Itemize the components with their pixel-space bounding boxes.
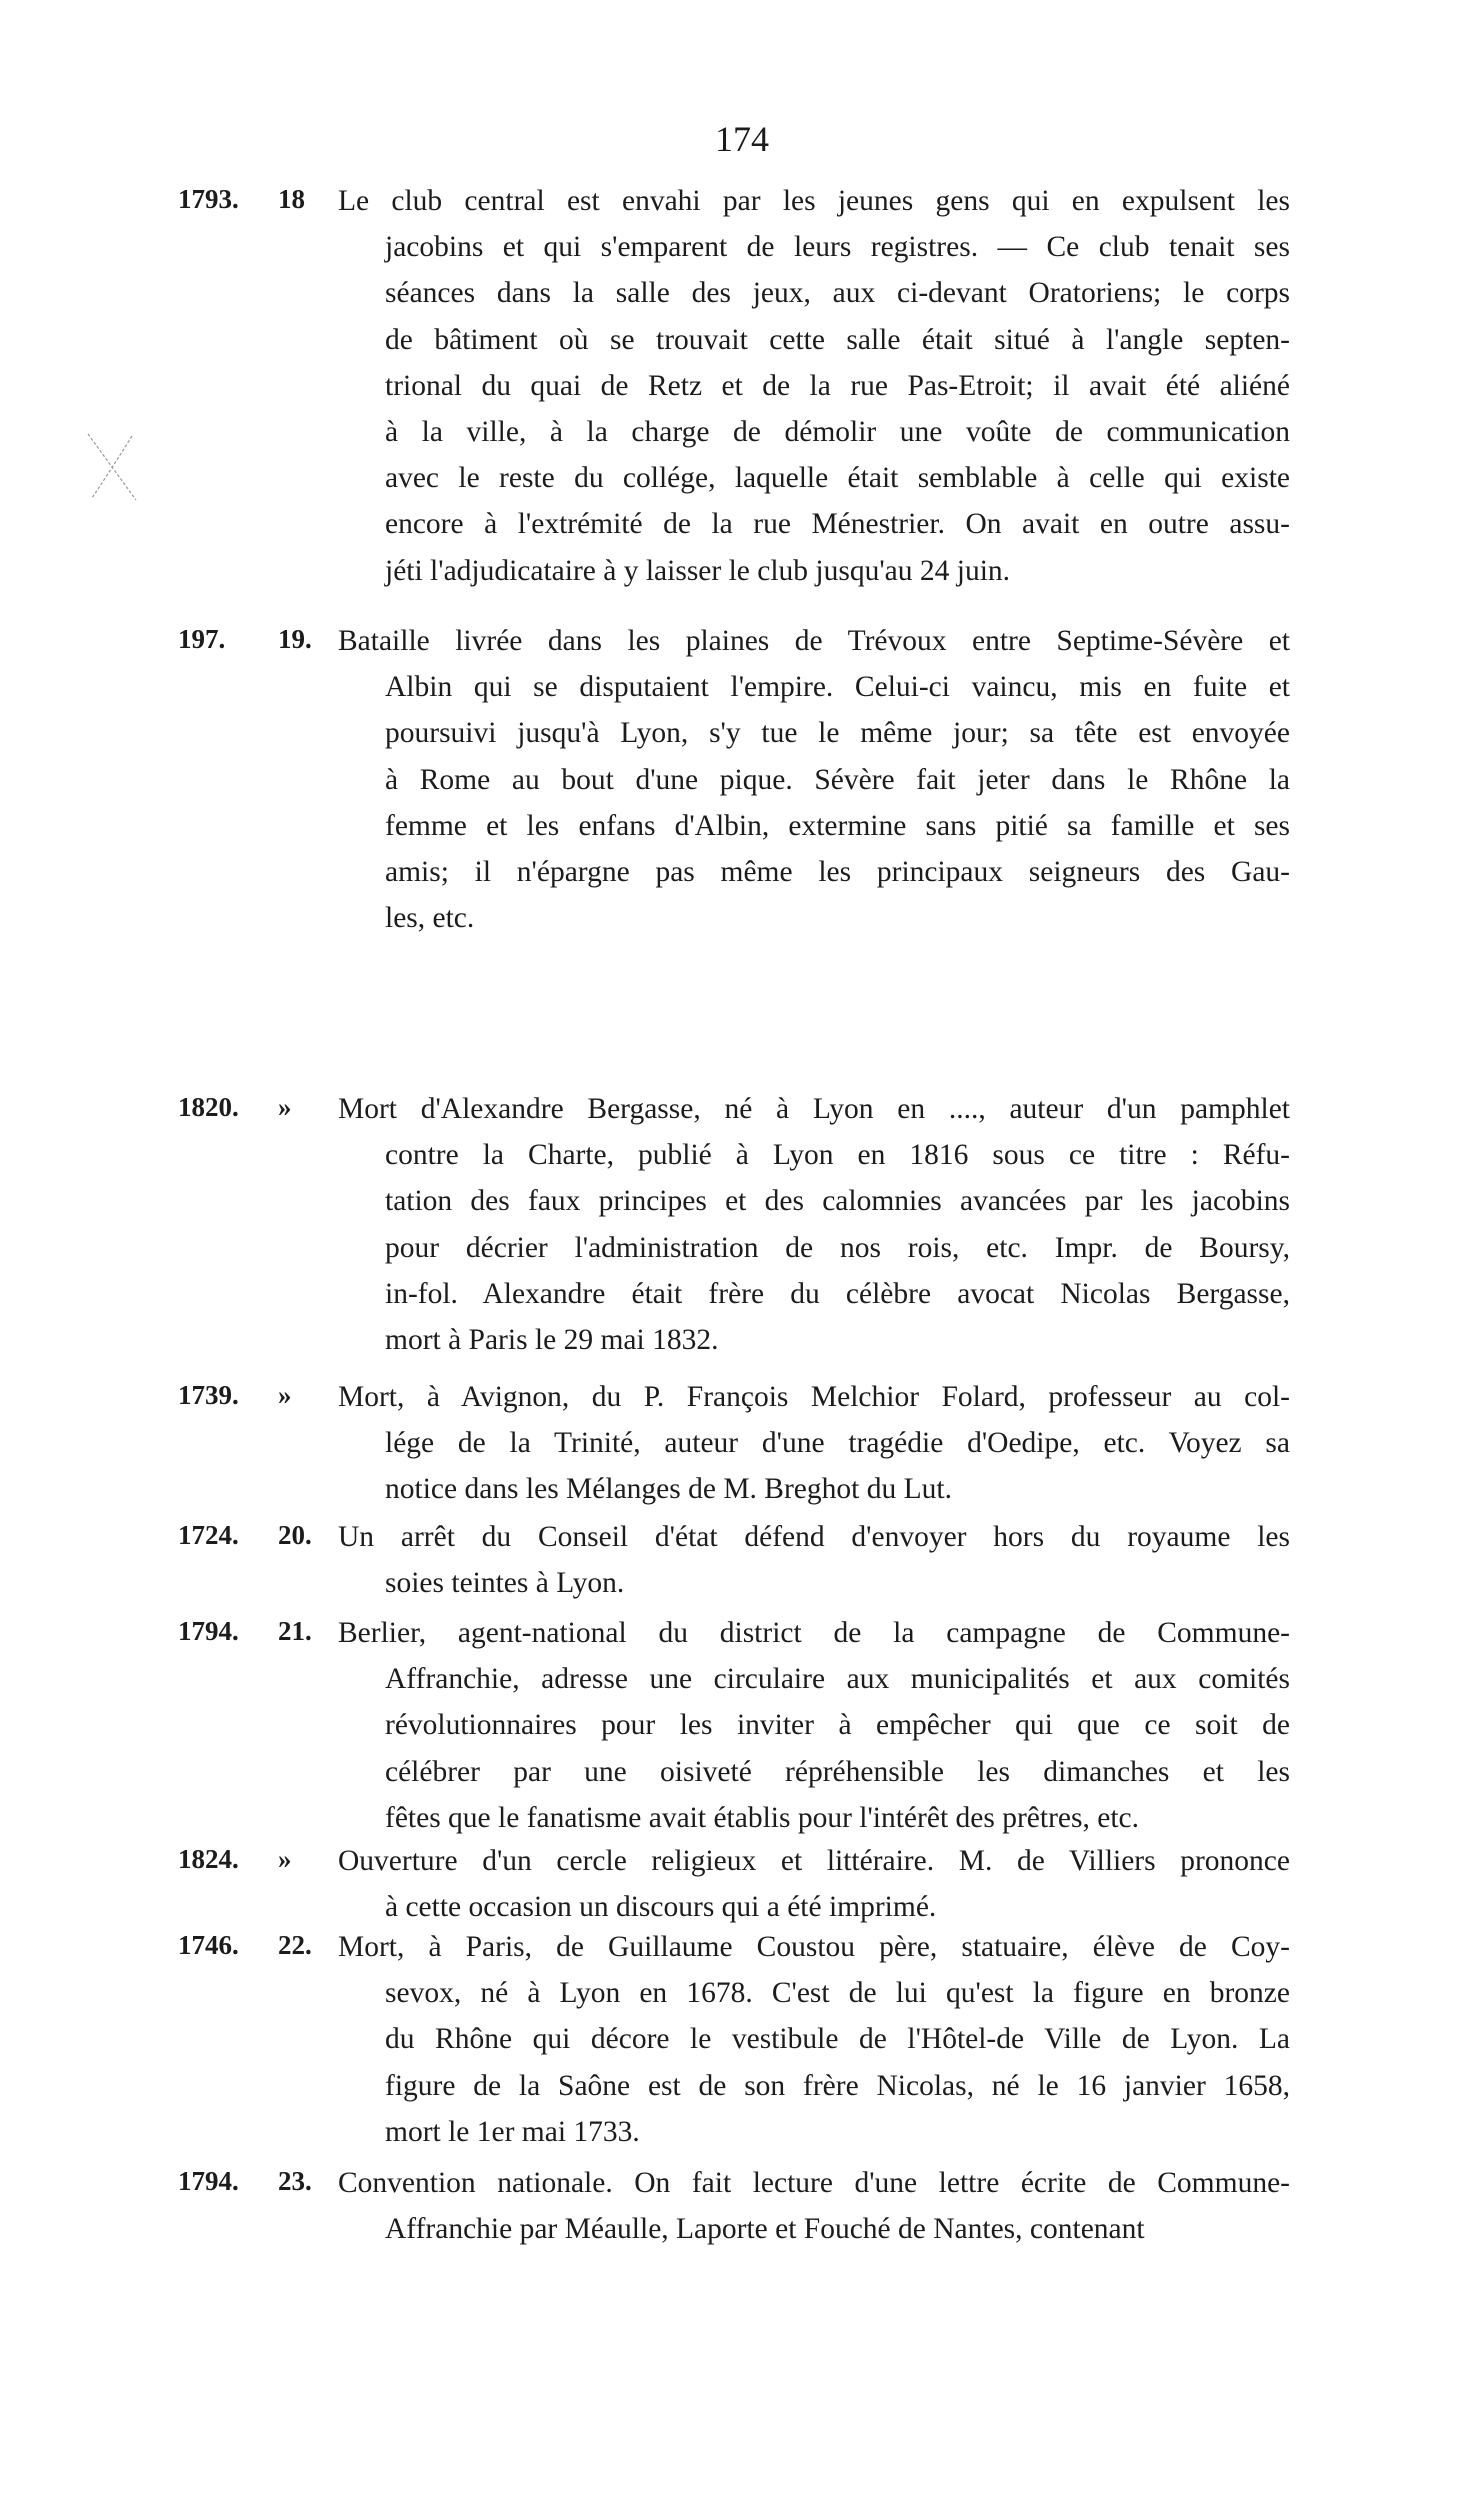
text-line: tation des faux principes et des calomnies avancées par les jacobins [385,1185,1290,1218]
text-line: Convention nationale. On fait lecture d'une lettre écrite de Commune- [338,2167,1290,2199]
text-line: mort à Paris le 29 mai 1832. [385,1324,719,1357]
entry-year: 1739. [178,1380,239,1410]
text-line: à Rome au bout d'une pique. Sévère fait jeter dans le Rhône la [385,763,1290,796]
chronology-entry [0,178,1484,594]
text-line: femme et les enfans d'Albin, extermine sans pitié sa famille et ses [385,809,1290,842]
text-line: jacobins et qui s'emparent de leurs registres. — Ce club tenait ses [385,231,1290,264]
text-line: Berlier, agent-national du district de la campagne de Commune- [338,1617,1290,1649]
chronology-entry [0,1086,1484,1363]
chronology-entry [0,1374,1484,1513]
entry-text [338,1924,1290,2155]
text-line: les, etc. [385,902,475,935]
text-line: mort le 1er mai 1733. [385,2115,640,2148]
text-line: sevox, né à Lyon en 1678. C'est de lui qu'est la figure en bronze [385,1977,1290,2010]
text-line: amis; il n'épargne pas même les principaux seigneurs des Gau- [385,856,1290,889]
entry-year: 1824. [178,1844,239,1874]
text-line: à cette occasion un discours qui a été imprimé. [385,1891,937,1924]
text-line: Mort d'Alexandre Bergasse, né à Lyon en ...., auteur d'un pamphlet [338,1093,1290,1125]
text-line: in-fol. Alexandre était frère du célèbre avocat Nicolas Bergasse, [385,1277,1290,1310]
text-line: soies teintes à Lyon. [385,1567,625,1600]
entry-day: 21. [278,1616,312,1646]
entry-year: 1794. [178,1616,239,1646]
entry-year: 1794. [178,2166,239,2196]
text-line: lége de la Trinité, auteur d'une tragédie d'Oedipe, etc. Voyez sa [385,1427,1290,1460]
text-line: figure de la Saône est de son frère Nicolas, né le 16 janvier 1658, [385,2069,1290,2102]
page-number: 174 [715,119,769,159]
text-line: Mort, à Avignon, du P. François Melchior Folard, professeur au col- [338,1381,1290,1413]
entry-day: » [278,1092,292,1122]
text-line: trional du quai de Retz et de la rue Pas-Etroit; il avait été aliéné [385,369,1290,402]
entry-year: 1746. [178,1930,239,1960]
entry-day: 18 [278,184,305,214]
entry-text [338,178,1290,594]
text-line: pour décrier l'administration de nos rois, etc. Impr. de Boursy, [385,1231,1290,1264]
text-line: Albin qui se disputaient l'empire. Celui-ci vaincu, mis en fuite et [385,671,1290,704]
entry-day: 22. [278,1930,312,1960]
entry-year: 197. [178,624,226,654]
chronology-entry [0,1924,1484,2155]
text-line: Affranchie par Méaulle, Laporte et Fouché de Nantes, contenant [385,2213,1145,2246]
text-line: à la ville, à la charge de démolir une voûte de communication [385,416,1290,449]
chronology-entry [0,618,1484,941]
text-line: du Rhône qui décore le vestibule de l'Hôtel-de Ville de Lyon. La [385,2023,1290,2056]
entry-day: 19. [278,624,312,654]
entry-text [338,618,1290,941]
entry-text [338,1838,1290,1930]
entry-day: » [278,1380,292,1410]
entry-text [338,1086,1290,1363]
text-line: Le club central est envahi par les jeunes gens qui en expulsent les [338,185,1290,217]
entry-text [338,1374,1290,1513]
entry-day: 20. [278,1520,312,1550]
entry-day: » [278,1844,292,1874]
text-line: fêtes que le fanatisme avait établis pour l'intérêt des prêtres, etc. [385,1801,1139,1834]
text-line: poursuivi jusqu'à Lyon, s'y tue le même jour; sa tête est envoyée [385,717,1290,750]
text-line: Mort, à Paris, de Guillaume Coustou père, statuaire, élève de Coy- [338,1931,1290,1963]
text-line: révolutionnaires pour les inviter à empêcher qui que ce soit de [385,1709,1290,1742]
text-line: jéti l'adjudicataire à y laisser le club jusqu'au 24 juin. [385,554,1011,587]
text-line: séances dans la salle des jeux, aux ci-devant Oratoriens; le corps [385,277,1290,310]
chronology-entry [0,1610,1484,1841]
entry-text [338,2160,1290,2252]
entry-day: 23. [278,2166,312,2196]
text-line: Bataille livrée dans les plaines de Trévoux entre Septime-Sévère et [338,625,1290,657]
text-line: célébrer par une oisiveté répréhensible les dimanches et les [385,1755,1290,1788]
entry-year: 1793. [178,184,239,214]
entry-text [338,1610,1290,1841]
text-line: notice dans les Mélanges de M. Breghot du Lut. [385,1473,952,1506]
chronology-entry [0,1514,1484,1606]
text-line: Affranchie, adresse une circulaire aux municipalités et aux comités [385,1663,1290,1696]
text-line: contre la Charte, publié à Lyon en 1816 sous ce titre : Réfu- [385,1139,1290,1172]
text-line: avec le reste du collége, laquelle était semblable à celle qui existe [385,462,1290,495]
text-line: Un arrêt du Conseil d'état défend d'envoyer hors du royaume les [338,1521,1290,1553]
text-line: encore à l'extrémité de la rue Ménestrier. On avait en outre assu- [385,508,1290,541]
chronology-entry [0,2160,1484,2252]
text-line: Ouverture d'un cercle religieux et littéraire. M. de Villiers prononce [338,1845,1290,1877]
entry-year: 1820. [178,1092,239,1122]
chronology-entry [0,1838,1484,1930]
text-line: de bâtiment où se trouvait cette salle était situé à l'angle septen- [385,323,1290,356]
entry-text [338,1514,1290,1606]
entry-year: 1724. [178,1520,239,1550]
